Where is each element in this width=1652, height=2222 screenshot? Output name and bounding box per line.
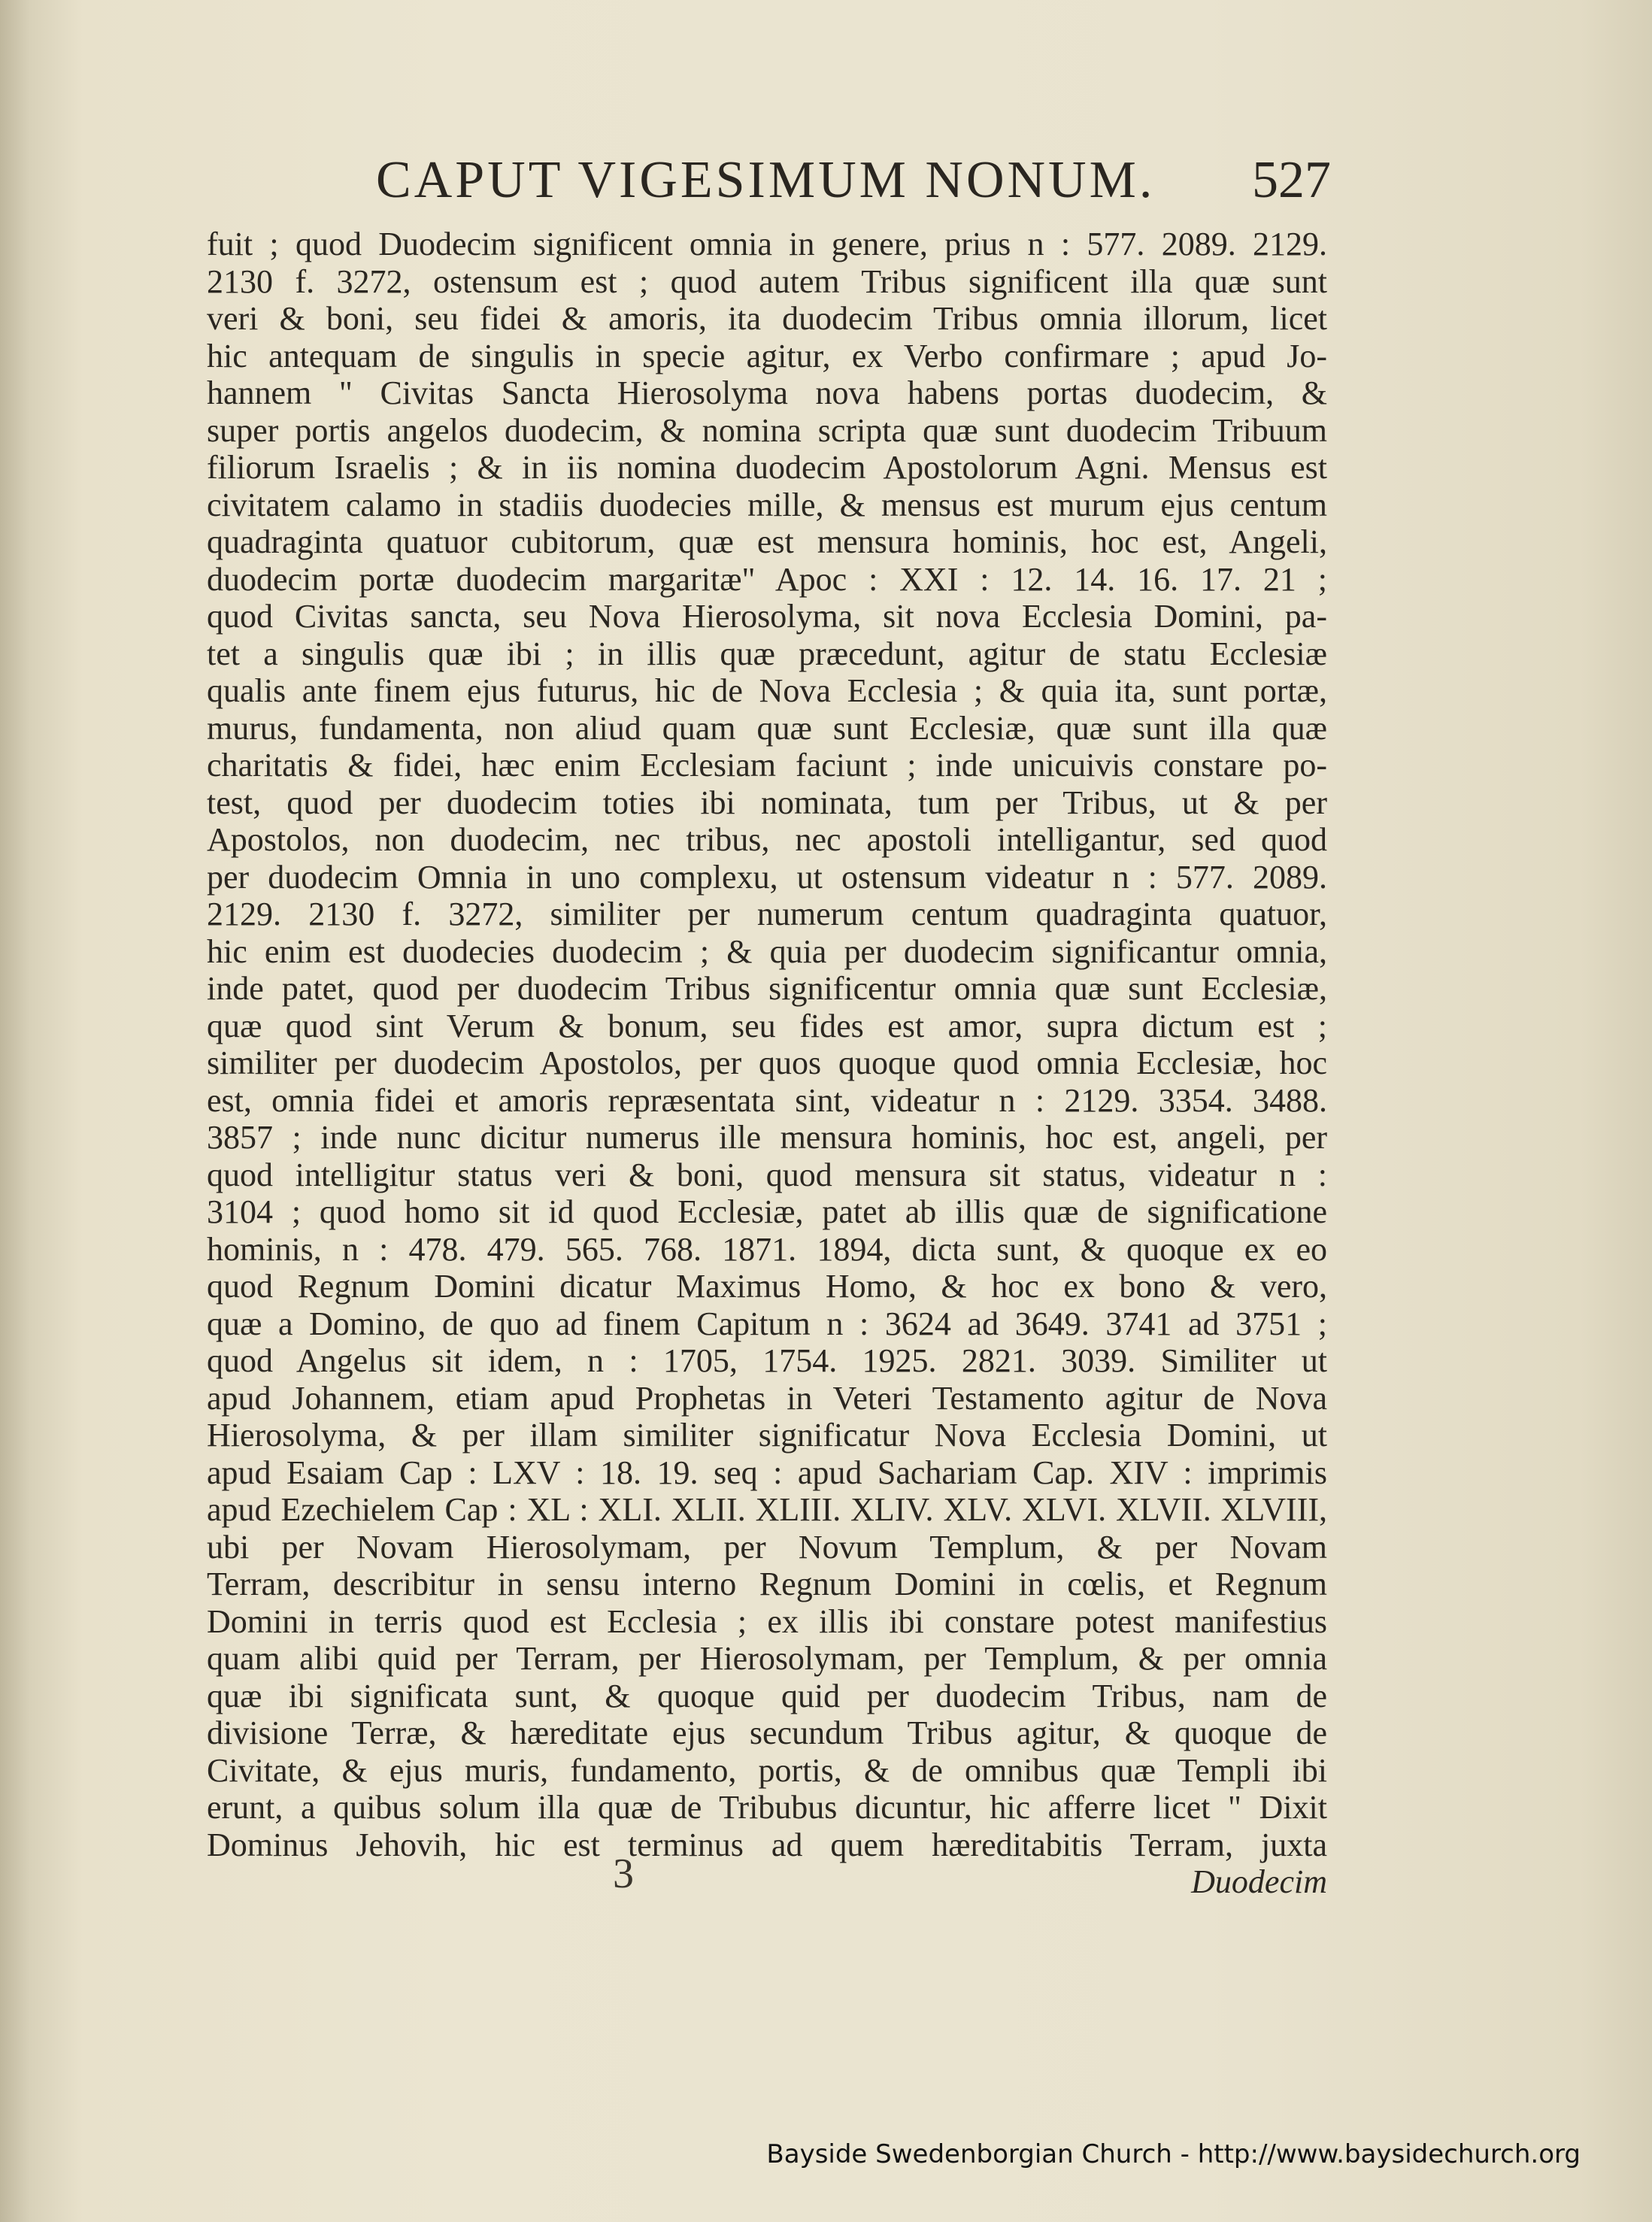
text-line: duodecim portæ duodecim margaritæ" Apoc : XXI : 12. 14. 16. 17. 21 ; [207, 560, 1327, 598]
text-line: quod Civitas sancta, seu Nova Hierosolyma, sit nova Ecclesia Domini, pa- [207, 598, 1327, 635]
text-line: quod Regnum Domini dicatur Maximus Homo, & hoc ex bono & vero, [207, 1268, 1327, 1305]
text-line: quod intelligitur status veri & boni, quod mensura sit status, videatur n : [207, 1156, 1327, 1193]
page-header [376, 150, 1331, 218]
text-line: Dominus Jehovih, hic est terminus ad quem hæreditabitis Terram, juxta [207, 1826, 1327, 1863]
text-line: 2130 f. 3272, ostensum est ; quod autem Tribus significent illa quæ sunt [207, 262, 1327, 300]
text-line: filiorum Israelis ; & in iis nomina duodecim Apostolorum Agni. Mensus est [207, 449, 1327, 486]
signature-mark: 3 [613, 1851, 634, 1897]
text-line: divisione Terræ, & hæreditate ejus secundum Tribus agitur, & quoque de [207, 1714, 1327, 1751]
text-line: 2129. 2130 f. 3272, similiter per numerum centum quadraginta quatuor, [207, 896, 1327, 932]
text-line: quod Angelus sit idem, n : 1705, 1754. 1925. 2821. 3039. Similiter ut [207, 1342, 1327, 1379]
catchword-line [207, 1863, 1327, 1901]
text-line: ubi per Novam Hierosolymam, per Novum Templum, & per Novam [207, 1528, 1327, 1566]
text-line: hic enim est duodecies duodecim ; & quia per duodecim significantur omnia, [207, 932, 1327, 970]
text-line: 3857 ; inde nunc dicitur numerus ille mensura hominis, hoc est, angeli, per [207, 1119, 1327, 1156]
text-line: quæ ibi significata sunt, & quoque quid per duodecim Tribus, nam de [207, 1677, 1327, 1714]
text-line: test, quod per duodecim toties ibi nominata, tum per Tribus, ut & per [207, 784, 1327, 821]
text-line: 3104 ; quod homo sit id quod Ecclesiæ, patet ab illis quæ de significatione [207, 1193, 1327, 1230]
text-line: est, omnia fidei et amoris repræsentata sint, videatur n : 2129. 3354. 3488. [207, 1081, 1327, 1119]
body-text [207, 226, 1327, 1901]
text-line: charitatis & fidei, hæc enim Ecclesiam faciunt ; inde unicuivis constare po- [207, 747, 1327, 784]
text-line: hominis, n : 478. 479. 565. 768. 1871. 1894, dicta sunt, & quoque ex eo [207, 1230, 1327, 1268]
text-line: tet a singulis quæ ibi ; in illis quæ præcedunt, agitur de statu Ecclesiæ [207, 635, 1327, 672]
text-line: erunt, a quibus solum illa quæ de Tribubus dicuntur, hic afferre licet " Dixit [207, 1789, 1327, 1826]
catchword: Duodecim [1191, 1863, 1327, 1900]
text-line: veri & boni, seu fidei & amoris, ita duodecim Tribus omnia illorum, licet [207, 300, 1327, 337]
text-line: Domini in terris quod est Ecclesia ; ex illis ibi constare potest manifestius [207, 1602, 1327, 1640]
text-line: super portis angelos duodecim, & nomina scripta quæ sunt duodecim Tribuum [207, 411, 1327, 449]
running-title: CAPUT VIGESIMUM NONUM. [376, 151, 1156, 209]
page-number: 527 [1252, 151, 1331, 209]
text-line: apud Esaiam Cap : LXV : 18. 19. seq : apud Sachariam Cap. XIV : imprimis [207, 1454, 1327, 1491]
text-line: fuit ; quod Duodecim significent omnia in genere, prius n : 577. 2089. 2129. [207, 226, 1327, 262]
text-line: qualis ante finem ejus futurus, hic de Nova Ecclesia ; & quia ita, sunt portæ, [207, 672, 1327, 709]
text-line: Terram, describitur in sensu interno Regnum Domini in cœlis, et Regnum [207, 1566, 1327, 1602]
source-credit: Bayside Swedenborgian Church - http://www.baysidechurch.org [766, 2139, 1581, 2169]
text-line: per duodecim Omnia in uno complexu, ut ostensum videatur n : 577. 2089. [207, 858, 1327, 896]
text-line: hic antequam de singulis in specie agitur, ex Verbo confirmare ; apud Jo- [207, 337, 1327, 374]
text-line: apud Johannem, etiam apud Prophetas in Veteri Testamento agitur de Nova [207, 1379, 1327, 1417]
text-line: quam alibi quid per Terram, per Hierosolymam, per Templum, & per omnia [207, 1640, 1327, 1677]
text-line: civitatem calamo in stadiis duodecies mille, & mensus est murum ejus centum [207, 486, 1327, 523]
text-line: hannem " Civitas Sancta Hierosolyma nova habens portas duodecim, & [207, 374, 1327, 411]
text-line: similiter per duodecim Apostolos, per quos quoque quod omnia Ecclesiæ, hoc [207, 1044, 1327, 1081]
text-line: Apostolos, non duodecim, nec tribus, nec apostoli intelligantur, sed quod [207, 821, 1327, 858]
text-line: inde patet, quod per duodecim Tribus significentur omnia quæ sunt Ecclesiæ, [207, 970, 1327, 1007]
text-line: Hierosolyma, & per illam similiter significatur Nova Ecclesia Domini, ut [207, 1417, 1327, 1454]
text-line: quæ quod sint Verum & bonum, seu fides est amor, supra dictum est ; [207, 1007, 1327, 1044]
text-line: Civitate, & ejus muris, fundamento, portis, & de omnibus quæ Templi ibi [207, 1751, 1327, 1789]
text-line: apud Ezechielem Cap : XL : XLI. XLII. XLIII. XLIV. XLV. XLVI. XLVII. XLVIII, [207, 1491, 1327, 1528]
text-line: quæ a Domino, de quo ad finem Capitum n : 3624 ad 3649. 3741 ad 3751 ; [207, 1305, 1327, 1342]
text-line: murus, fundamenta, non aliud quam quæ sunt Ecclesiæ, quæ sunt illa quæ [207, 709, 1327, 747]
text-line: quadraginta quatuor cubitorum, quæ est mensura hominis, hoc est, Angeli, [207, 523, 1327, 560]
